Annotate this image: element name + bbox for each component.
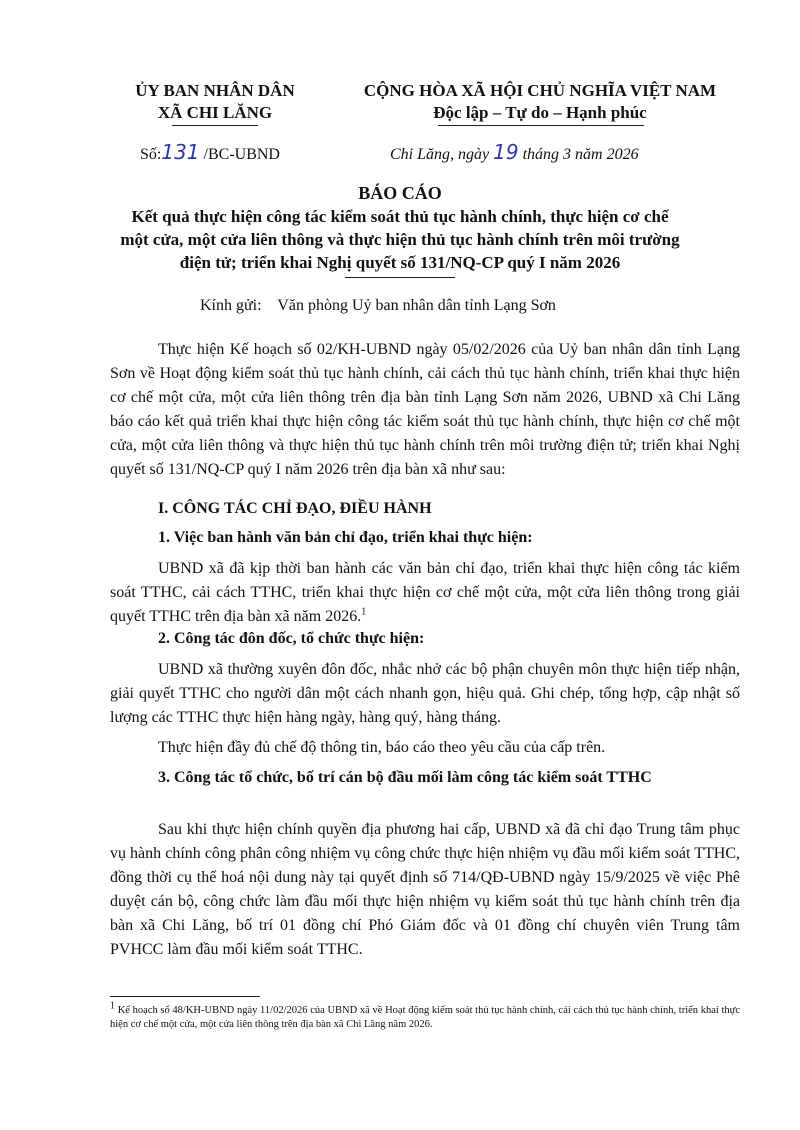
footnote-reference: 1 xyxy=(361,606,367,618)
recipient-name: Văn phòng Uỷ ban nhân dân tỉnh Lạng Sơn xyxy=(277,297,556,314)
footnote-text: Kế hoạch số 48/KH-UBND ngày 11/02/2026 của UBND xã về Hoạt động kiểm soát thủ tục hành chính, cải cách thủ tục hành chính, triển khai thực hiện cơ chế một cửa, một cửa liên thông trên địa bàn xã Chi Lăng năm 2026. xyxy=(110,1005,741,1030)
ref-handwritten-number: 131 xyxy=(161,140,200,164)
national-motto xyxy=(340,80,740,124)
recipient xyxy=(200,297,556,315)
report-title xyxy=(80,182,720,274)
subsection-2-text-2: Thực hiện đầy đủ chế độ thông tin, báo cáo theo yêu cầu của cấp trên. xyxy=(158,739,606,756)
title-line-1: Kết quả thực hiện công tác kiểm soát thủ tục hành chính, thực hiện cơ chế xyxy=(131,207,669,226)
report-type: BÁO CÁO xyxy=(358,183,442,203)
motto-underline xyxy=(438,125,644,126)
title-line-2: một cửa, một cửa liên thông và thực hiện thủ tục hành chính trên môi trường xyxy=(120,230,680,249)
date-handwritten-day: 19 xyxy=(493,140,519,164)
subsection-3-heading: 3. Công tác tổ chức, bố trí cán bộ đầu mối làm công tác kiểm soát TTHC xyxy=(158,769,652,786)
footnote-mark: 1 xyxy=(110,1000,115,1012)
nation-line-2: Độc lập – Tự do – Hạnh phúc xyxy=(433,103,647,122)
section-1-heading: I. CÔNG TÁC CHỈ ĐẠO, ĐIỀU HÀNH xyxy=(158,500,432,517)
issuing-organization xyxy=(110,80,320,124)
org-line-1: ỦY BAN NHÂN DÂN xyxy=(135,81,295,100)
nation-line-1: CỘNG HÒA XÃ HỘI CHỦ NGHĨA VIỆT NAM xyxy=(363,81,717,100)
subsection-2-heading: 2. Công tác đôn đốc, tổ chức thực hiện: xyxy=(158,630,425,647)
org-underline xyxy=(172,125,258,126)
org-line-2: XÃ CHI LĂNG xyxy=(157,103,273,122)
date-suffix: tháng 3 năm 2026 xyxy=(522,146,639,163)
recipient-label: Kính gửi: xyxy=(200,297,262,314)
title-line-3: điện tử; triển khai Nghị quyết số 131/NQ-CP quý I năm 2026 xyxy=(179,253,621,272)
document-number xyxy=(140,140,280,164)
subsection-2-text-1: UBND xã thường xuyên đôn đốc, nhắc nhở các bộ phận chuyên môn thực hiện tiếp nhận, giải quyết TTHC cho người dân một cách nhanh gọn, hiệu quả. Ghi chép, tổng hợp, cập nhật số lượng các TTHC thực hiện hàng ngày, hàng quý, hàng tháng. xyxy=(110,661,740,726)
footnote-separator xyxy=(110,996,260,997)
ref-prefix: Số: xyxy=(140,146,162,163)
ref-suffix: /BC-UBND xyxy=(203,146,280,163)
date-prefix: Chi Lăng, ngày xyxy=(390,146,490,163)
subsection-1-text xyxy=(110,557,740,629)
intro-paragraph: Thực hiện Kế hoạch số 02/KH-UBND ngày 05/02/2026 của Uỷ ban nhân dân tỉnh Lạng Sơn về Hoạt động kiểm soát thủ tục hành chính, cải cách thủ tục hành chính, triển khai thực hiện cơ chế một cửa, một cửa liên thông trên địa bàn tỉnh Lạng Sơn năm 2026, UBND xã Chi Lăng báo cáo kết quả triển khai thực hiện công tác kiểm soát thủ tục hành chính, thực hiện cơ chế một cửa, một cửa liên thông và thực hiện thủ tục hành chính trên môi trường điện tử; triển khai Nghị quyết số 131/NQ-CP quý I năm 2026 trên địa bàn xã như sau: xyxy=(110,341,740,478)
subsection-1-body: UBND xã đã kịp thời ban hành các văn bản chỉ đạo, triển khai thực hiện công tác kiểm soát TTHC, cải cách TTHC, triển khai thực hiện cơ chế một cửa, một cửa liên thông trong giải quyết TTHC trên địa bàn xã năm 2026. xyxy=(110,560,740,625)
title-underline xyxy=(345,277,455,278)
subsection-1-heading: 1. Việc ban hành văn bản chỉ đạo, triển khai thực hiện: xyxy=(158,529,533,546)
subsection-3-text: Sau khi thực hiện chính quyền địa phương hai cấp, UBND xã đã chỉ đạo Trung tâm phục vụ hành chính công phân công nhiệm vụ công chức thực hiện nhiệm vụ đầu mối kiểm soát TTHC, đồng thời cụ thể hoá nội dung này tại quyết định số 714/QĐ-UBND ngày 15/9/2025 về việc Phê duyệt cán bộ, công chức làm đầu mối thực hiện nhiệm vụ kiểm soát thủ tục hành chính trên địa bàn xã Chi Lăng, bố trí 01 đồng chí Phó Giám đốc và 01 đồng chí chuyên viên Trung tâm PVHCC làm đầu mối kiểm soát TTHC. xyxy=(110,821,740,958)
document-date xyxy=(390,140,639,164)
footnote xyxy=(110,1000,741,1032)
